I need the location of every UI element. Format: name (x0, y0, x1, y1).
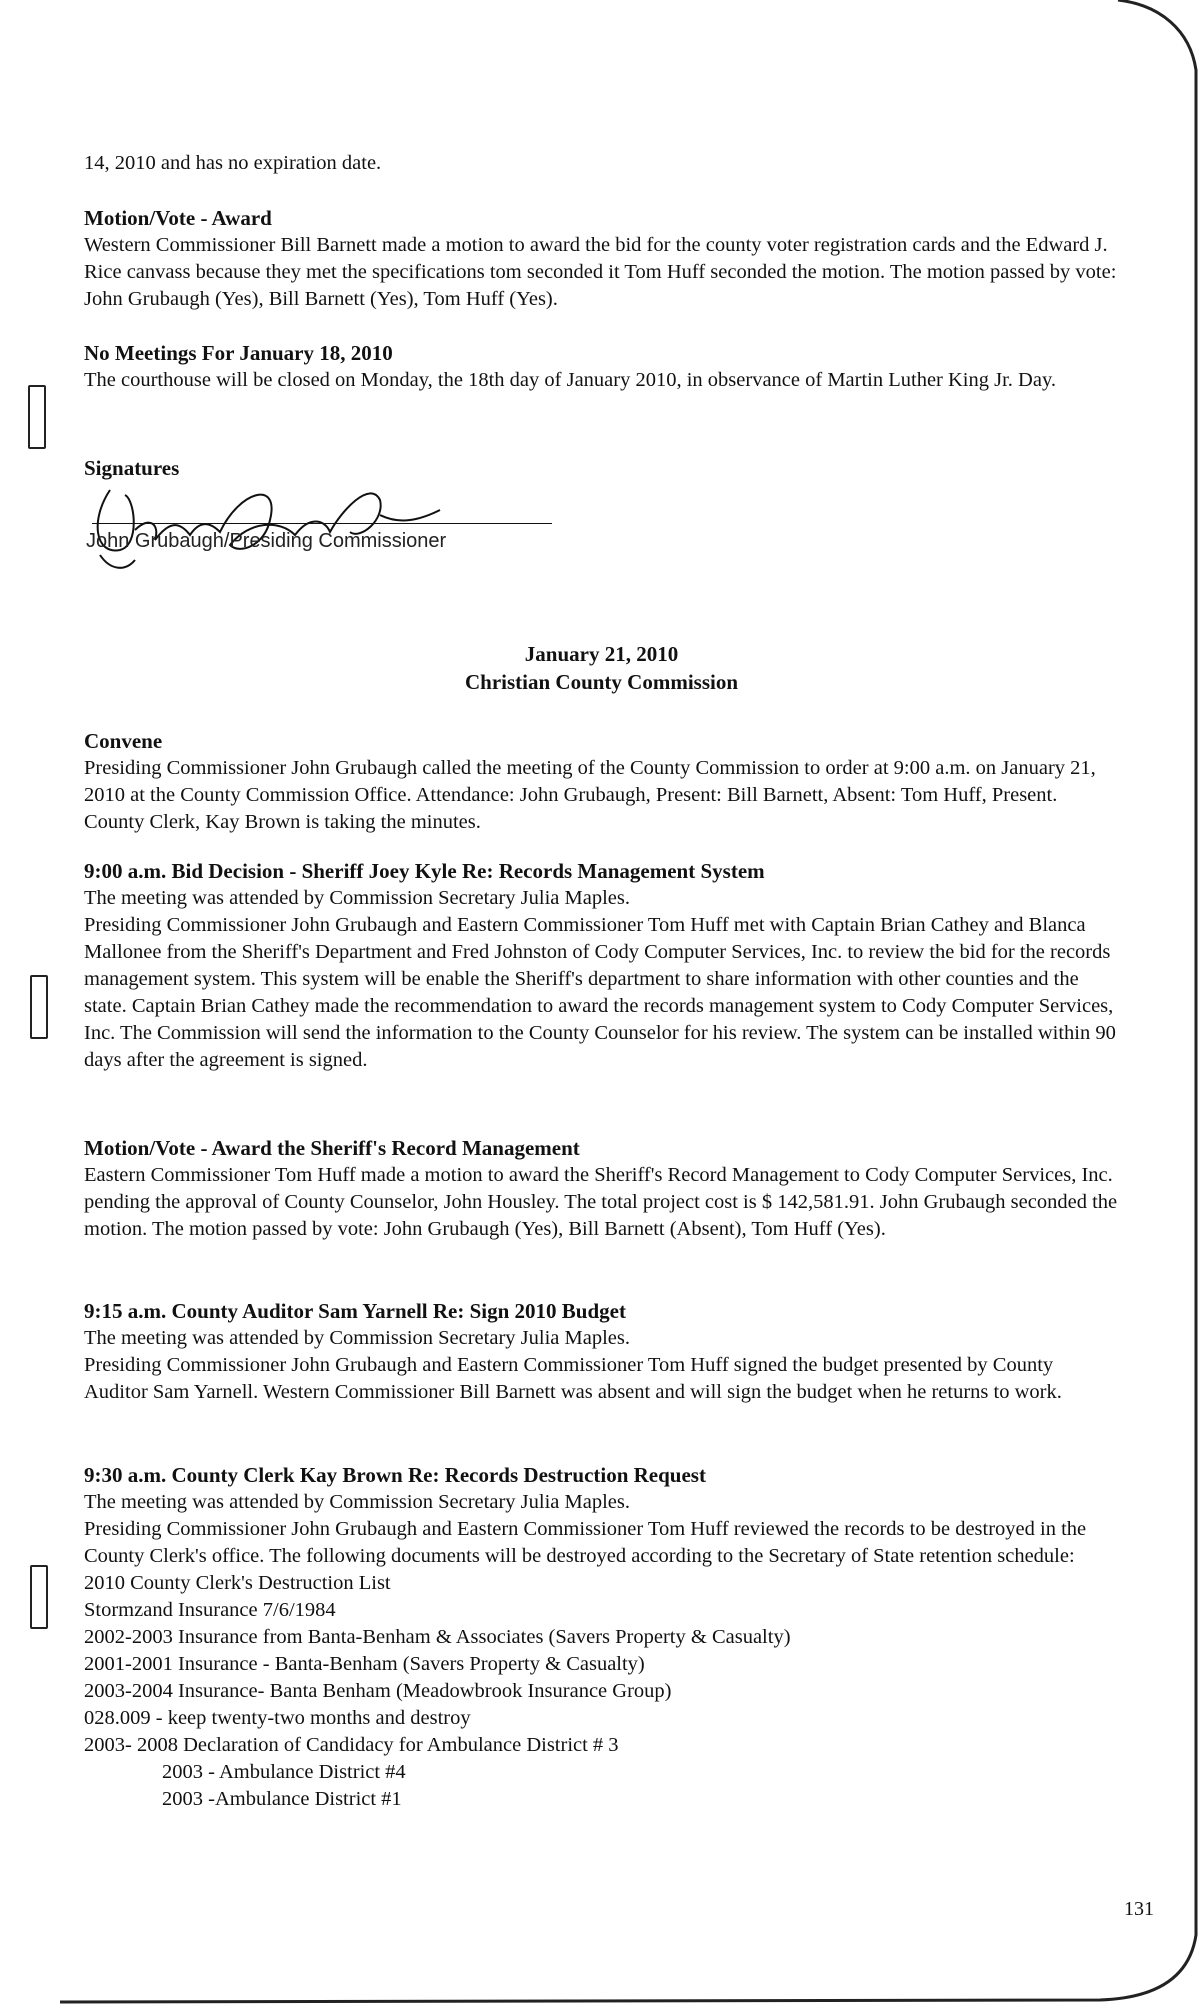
handwritten-signature (80, 460, 460, 580)
section-body: Presiding Commissioner John Grubaugh called the meeting of the County Commission to order at 9:00 a.m. on January 21, 2010 at the County Commission Office. Attendance: John Grubaugh, Present: Bill Barnett, Absent: Tom Huff, Present. County Clerk, Kay Brown is taking the minutes. (84, 757, 1096, 833)
binder-bracket (30, 975, 48, 1039)
intro-block (84, 150, 1119, 177)
list-item: 2003-2004 Insurance- Banta Benham (Meadowbrook Insurance Group) (84, 1680, 672, 1702)
list-item: 2002-2003 Insurance from Banta-Benham & Associates (Savers Property & Casualty) (84, 1626, 791, 1648)
section-heading: Motion/Vote - Award (84, 206, 272, 230)
signature-line (92, 523, 552, 524)
section-body: The courthouse will be closed on Monday, the 18th day of January 2010, in observance of Martin Luther King Jr. Day. (84, 369, 1056, 391)
signatures-heading: Signatures (84, 456, 180, 480)
list-sub-item: 2003 -Ambulance District #1 (162, 1788, 402, 1810)
section-no-meetings (84, 340, 1119, 394)
section-heading: Convene (84, 729, 163, 753)
attendance-line: The meeting was attended by Commission Secretary Julia Maples. (84, 887, 630, 909)
section-heading: 9:30 a.m. County Clerk Kay Brown Re: Records Destruction Request (84, 1463, 706, 1487)
binder-bracket (28, 385, 46, 449)
page-number: 131 (1124, 1898, 1154, 1920)
meeting-body-name: Christian County Commission (464, 670, 739, 694)
section-heading: Motion/Vote - Award the Sheriff's Record Management (84, 1136, 580, 1160)
section-body: Western Commissioner Bill Barnett made a motion to award the bid for the county voter registration cards and the Edward J. Rice canvass because they met the specifications tom seconded it Tom Huff seconded the motion. The motion passed by vote: John Grubaugh (Yes), Bill Barnett (Yes), Tom Huff (Yes). (84, 234, 1117, 310)
section-award (84, 205, 1119, 313)
list-item: 2001-2001 Insurance - Banta-Benham (Savers Property & Casualty) (84, 1653, 645, 1675)
section-convene (84, 728, 1119, 836)
list-item: 2003- 2008 Declaration of Candidacy for Ambulance District # 3 (84, 1734, 619, 1756)
section-destruction (84, 1462, 1119, 1813)
section-body: Presiding Commissioner John Grubaugh and Eastern Commissioner Tom Huff reviewed the records to be destroyed in the County Clerk's office. The following documents will be destroyed according to the Secretary of State retention schedule: (84, 1518, 1087, 1567)
list-item: 2010 County Clerk's Destruction List (84, 1572, 391, 1594)
list-sub-item: 2003 - Ambulance District #4 (162, 1761, 406, 1783)
list-item: 028.009 - keep twenty-two months and destroy (84, 1707, 471, 1729)
meeting-header (84, 640, 1119, 696)
section-heading: 9:15 a.m. County Auditor Sam Yarnell Re: Sign 2010 Budget (84, 1299, 626, 1323)
attendance-line: The meeting was attended by Commission Secretary Julia Maples. (84, 1491, 630, 1513)
section-body: Presiding Commissioner John Grubaugh and Eastern Commissioner Tom Huff signed the budget presented by County Auditor Sam Yarnell. Western Commissioner Bill Barnett was absent and will sign the budget when he returns to work. (84, 1354, 1062, 1403)
binder-bracket (30, 1565, 48, 1629)
intro-text: 14, 2010 and has no expiration date. (84, 152, 382, 174)
attendance-line: The meeting was attended by Commission Secretary Julia Maples. (84, 1327, 630, 1349)
section-heading: 9:00 a.m. Bid Decision - Sheriff Joey Kyle Re: Records Management System (84, 859, 765, 883)
section-body: Eastern Commissioner Tom Huff made a motion to award the Sheriff's Record Management to Cody Computer Services, Inc. pending the approval of County Counselor, John Housley. The total project cost is $ 142,581.91. John Grubaugh seconded the motion. The motion passed by vote: John Grubaugh (Yes), Bill Barnett (Absent), Tom Huff (Yes). (84, 1164, 1118, 1240)
section-body: Presiding Commissioner John Grubaugh and Eastern Commissioner Tom Huff met with Captain Brian Cathey and Blanca Mallonee from the Sheriff's Department and Fred Johnston of Cody Computer Services, Inc. to review the bid for the records management system. This system will be enable the Sheriff's department to share information with other counties and the state. Captain Brian Cathey made the recommendation to award the records management system to Cody Computer Services, Inc. The Commission will send the information to the County Counselor for his review. The system can be installed within 90 days after the agreement is signed. (84, 914, 1116, 1071)
section-heading: No Meetings For January 18, 2010 (84, 341, 393, 365)
list-item: Stormzand Insurance 7/6/1984 (84, 1599, 336, 1621)
section-award-sheriff (84, 1135, 1119, 1243)
section-bid-decision (84, 858, 1119, 1074)
signature-caption: John Grubaugh/Presiding Commissioner (86, 530, 447, 552)
section-budget (84, 1298, 1119, 1406)
meeting-date: January 21, 2010 (524, 642, 679, 666)
